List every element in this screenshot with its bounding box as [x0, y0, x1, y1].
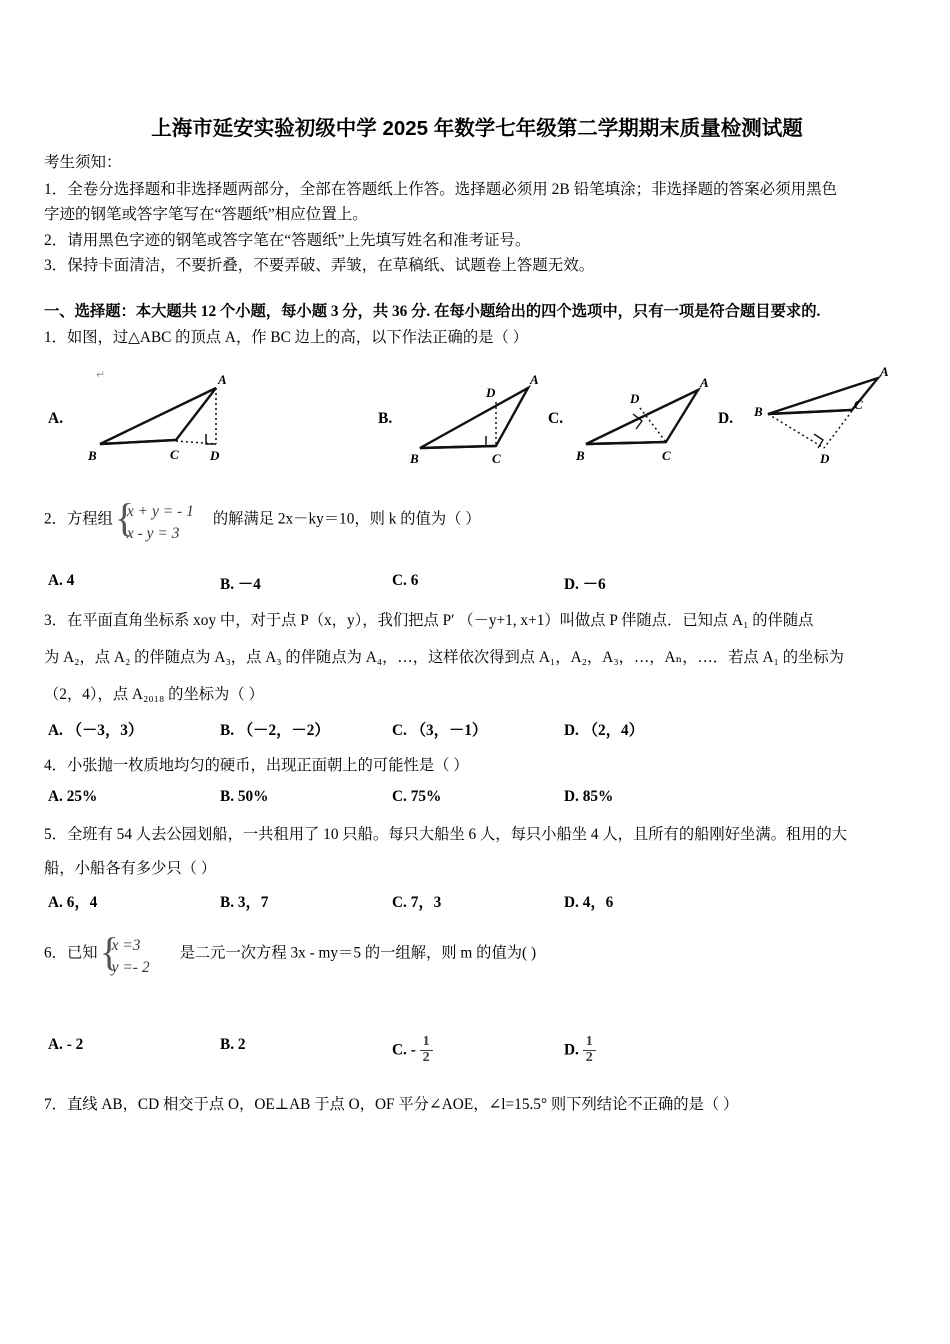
option-value: 4，6 [582, 894, 614, 911]
question-2-tail: 的解满足 2x－ky＝10，则 k 的值为（ ） [212, 510, 481, 528]
option-letter: B. [220, 788, 235, 805]
question-5-option-d[interactable] [564, 890, 613, 912]
question-5-body-2: 船，小船各有多少只（ ） [44, 860, 217, 877]
svg-text:C: C [662, 448, 671, 463]
question-5-option-c[interactable] [392, 890, 441, 912]
option-value: －6 [582, 576, 606, 593]
question-2-lead: 方程组 [66, 510, 113, 528]
svg-text:↵: ↵ [96, 369, 106, 381]
question-7-text [44, 1092, 910, 1117]
question-6-number: 6． [44, 944, 67, 962]
option-a-letter: A. [48, 410, 64, 427]
option-letter: A. [48, 894, 63, 911]
option-value: 6，4 [66, 894, 98, 911]
option-letter: C. [392, 788, 407, 805]
option-value: 6 [410, 572, 419, 589]
option-value: 85% [582, 788, 614, 805]
question-3-line-1 [44, 608, 910, 633]
option-letter: D. [564, 576, 579, 593]
option-value: 4 [66, 572, 75, 589]
question-2-option-d[interactable] [564, 572, 606, 594]
question-2-number: 2． [44, 510, 67, 528]
question-6-options [44, 1028, 910, 1070]
notice-item-2: 2．请用黑色字迹的钢笔或答字笔在“答题纸”上先填写姓名和准考证号。 [44, 231, 531, 249]
option-d-letter: D. [718, 410, 734, 427]
fraction-denominator: 2 [583, 1050, 596, 1066]
notice-item-3: 3．保持卡面清洁，不要折叠，不要弄破、弄皱，在草稿纸、试题卷上答题无效。 [44, 257, 595, 274]
figure-triangle-dashed-d-to-c [576, 370, 726, 465]
question-6-option-d[interactable] [564, 1036, 596, 1066]
question-3-body-2: 为 A₂，点 A₂ 的伴随点为 A₃，点 A₃ 的伴随点为 A₄，…，这样依次得到点 A₁，A₂，A₃，…，Aₙ，…．若点 A₁ 的坐标为 [44, 649, 844, 666]
option-value: 7，3 [410, 894, 442, 911]
question-5-option-a[interactable] [48, 890, 97, 912]
option-c-letter: C. [548, 410, 564, 427]
question-4-body: 小张抛一枚质地均匀的硬币，出现正面朝上的可能性是（ ） [66, 757, 469, 774]
question-4-option-d[interactable] [564, 788, 613, 806]
fraction-numerator: 1 [585, 1034, 593, 1049]
question-2-option-a[interactable] [48, 572, 74, 590]
question-2-option-b[interactable] [220, 572, 261, 594]
question-6-tail: 是二元一次方程 3x - my＝5 的一组解，则 m 的值为( ) [179, 944, 537, 962]
question-6-equation-1: x =3 [111, 937, 141, 954]
fraction-numerator: 1 [422, 1034, 430, 1049]
question-1-body: 如图，过△ABC 的顶点 A，作 BC 边上的高，以下作法正确的是（ ） [66, 329, 528, 346]
option-value: （－3，3） [66, 722, 144, 739]
option-letter: B. [220, 576, 235, 593]
question-6-option-b[interactable] [220, 1036, 246, 1054]
option-letter: C. [392, 572, 407, 589]
option-value: 25% [66, 788, 98, 805]
notice-item-1-cont: 字迹的钢笔或答字笔写在“答题纸”相应位置上。 [44, 206, 368, 223]
svg-text:C: C [492, 451, 501, 465]
option-value: （3，－1） [410, 722, 488, 739]
option-value: 75% [410, 788, 442, 805]
fraction-one-half [583, 1035, 596, 1065]
question-4-option-a[interactable] [48, 788, 97, 806]
question-3-option-d[interactable] [564, 718, 644, 740]
question-6-equation-2: y =- 2 [111, 959, 150, 976]
question-5-options [44, 890, 910, 916]
question-6-lead: 已知 [66, 944, 98, 962]
question-6-equation-system [99, 929, 178, 976]
question-6-text [44, 929, 910, 988]
question-7-number: 7． [44, 1096, 67, 1113]
question-4-option-b[interactable] [220, 788, 268, 806]
question-3-option-a[interactable] [48, 718, 143, 740]
question-5-line-2 [44, 856, 910, 881]
question-5-option-b[interactable] [220, 890, 268, 912]
page-title: 上海市延安实验初级中学 2025 年数学七年级第二学期期末质量检测试题 [151, 117, 803, 140]
question-3-option-c[interactable] [392, 718, 487, 740]
option-value: 50% [237, 788, 269, 805]
option-letter: C. [392, 1041, 407, 1059]
question-6-option-c[interactable] [392, 1036, 433, 1066]
option-letter: D. [564, 1041, 579, 1059]
question-1-option-a[interactable] [44, 362, 254, 467]
figure-triangle-foot-outside-right [80, 366, 250, 466]
svg-text:D: D [820, 451, 830, 466]
notice-heading: 考生须知： [44, 154, 122, 171]
option-value: 2 [237, 1036, 246, 1053]
question-3-body-1: 在平面直角坐标系 xoy 中，对于点 P（x，y），我们把点 P′ （－y+1, x+1）叫做点 P 伴随点．已知点 A₁ 的伴随点 [66, 612, 814, 629]
svg-text:C: C [854, 397, 863, 412]
option-letter: D. [564, 788, 579, 805]
section-heading-multiple-choice: 一、选择题：本大题共 12 个小题，每小题 3 分，共 36 分. 在每小题给出的四个选项中，只有一项是符合题目要求的. [44, 303, 821, 320]
question-7-body: 直线 AB，CD 相交于点 O，OE⊥AB 于点 O，OF 平分∠AOE，∠l=15.5° 则下列结论不正确的是（ ） [66, 1096, 739, 1113]
figure-triangle-foot-below [750, 364, 910, 466]
fraction-one-half [420, 1035, 433, 1065]
question-1-number: 1． [44, 329, 67, 346]
svg-text:A: A [880, 364, 889, 379]
question-3-line-3 [44, 682, 910, 707]
option-letter: A. [48, 788, 63, 805]
question-4-text [44, 753, 910, 778]
brace-glyph: { [99, 929, 119, 974]
svg-text:D: D [630, 391, 640, 406]
svg-text:A: A [218, 372, 227, 387]
figure-triangle-perp-from-d-on-ab [408, 370, 558, 465]
question-5-number: 5． [44, 826, 67, 843]
option-b-letter: B. [378, 410, 393, 427]
option-letter: A. [48, 572, 63, 589]
svg-text:B: B [754, 404, 763, 419]
question-2-text [44, 495, 910, 554]
option-value: 3，7 [237, 894, 269, 911]
option-value: （2，4） [582, 722, 644, 739]
question-6-option-a[interactable] [48, 1036, 83, 1054]
question-2-equation-2: x - y = 3 [126, 525, 180, 542]
option-value: －4 [237, 576, 261, 593]
question-1-options [44, 362, 910, 467]
option-sign: - [410, 1041, 416, 1059]
question-5-line-1 [44, 822, 910, 847]
question-3-body-3: （2，4），点 A₂₀₁₈ 的坐标为（ ） [44, 686, 264, 703]
svg-text:C: C [170, 447, 179, 462]
question-3-option-b[interactable] [220, 718, 330, 740]
question-2-equation-system [114, 495, 211, 542]
candidate-notice [44, 150, 910, 279]
question-2-option-c[interactable] [392, 572, 418, 590]
option-letter: B. [220, 722, 235, 739]
svg-text:B: B [576, 448, 585, 463]
option-letter: C. [392, 894, 407, 911]
question-3-options [44, 718, 910, 744]
question-4-number: 4． [44, 757, 67, 774]
svg-text:D: D [210, 448, 220, 463]
option-letter: B. [220, 1036, 235, 1053]
option-value: （－2，－2） [237, 722, 330, 739]
question-2-options [44, 572, 910, 598]
question-1-option-b[interactable] [374, 362, 554, 467]
question-1-option-c[interactable] [544, 362, 724, 467]
svg-text:D: D [486, 385, 496, 400]
question-3-number: 3． [44, 612, 67, 629]
question-1-text [44, 325, 910, 350]
question-5-body-1: 全班有 54 人去公园划船，一共租用了 10 只船。每只大船坐 6 人，每只小船坐 4 人，且所有的船刚好坐满。租用的大 [66, 826, 848, 843]
option-letter: A. [48, 1036, 63, 1053]
option-letter: B. [220, 894, 235, 911]
svg-text:B: B [88, 448, 97, 463]
option-letter: A. [48, 722, 63, 739]
brace-glyph: { [114, 495, 135, 540]
svg-text:A: A [700, 375, 709, 390]
fraction-denominator: 2 [420, 1050, 433, 1066]
question-4-option-c[interactable] [392, 788, 441, 806]
svg-text:B: B [410, 451, 419, 465]
question-3-line-2 [44, 645, 910, 670]
option-letter: D. [564, 894, 579, 911]
question-1-option-d[interactable] [714, 362, 910, 467]
option-letter: C. [392, 722, 407, 739]
question-4-options [44, 788, 910, 814]
notice-item-1: 1．全卷分选择题和非选择题两部分，全部在答题纸上作答。选择题必须用 2B 铅笔填涂；非选择题的答案必须用黑色 [44, 180, 838, 198]
question-2-equation-1: x + y = - 1 [126, 503, 194, 520]
option-letter: D. [564, 722, 579, 739]
svg-text:A: A [530, 372, 539, 387]
option-value: - 2 [66, 1036, 84, 1053]
